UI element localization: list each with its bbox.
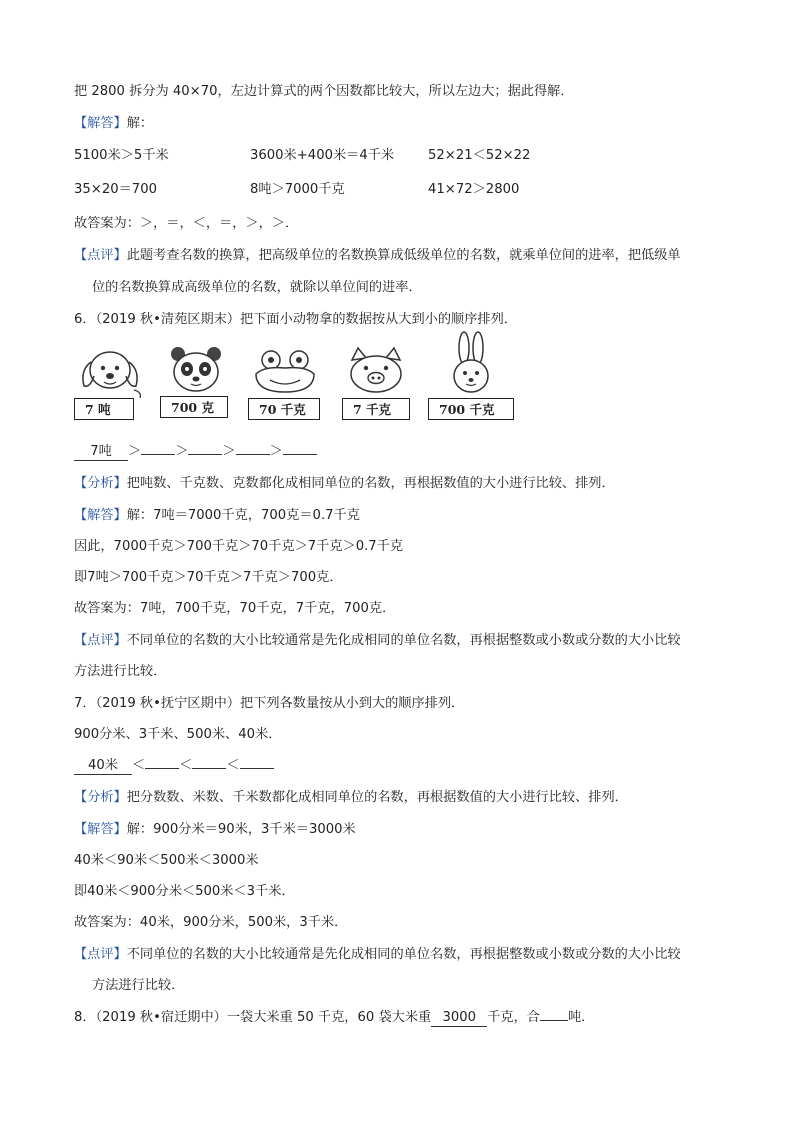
equation: 8吨＞7000千克: [250, 182, 345, 197]
equation: 52×21＜52×22: [428, 148, 531, 163]
equation: 3600米+400米＝4千米: [250, 148, 395, 163]
answer-heading: [74, 114, 728, 134]
comment-text: 不同单位的名数的大小比较通常是先化成相同的单位名数，再根据整数或小数或分数的大小比较: [126, 947, 681, 962]
blank-filled[interactable]: 3000: [431, 1009, 487, 1027]
gt-sign: ＞: [175, 444, 189, 459]
question-7-items: 900分米、3千米、500米、40米．: [74, 727, 282, 742]
animal-label: 70 千克: [248, 398, 320, 420]
blank[interactable]: [141, 454, 175, 455]
analysis-line: [74, 474, 728, 494]
lt-sign: ＜: [132, 758, 146, 773]
lt-sign: ＜: [179, 758, 193, 773]
rabbit-icon: [428, 330, 514, 396]
blank[interactable]: [145, 768, 179, 769]
comment-line: [74, 246, 728, 266]
question-7: 7．（2019 秋•抚宁区期中）把下列各数量按从小到大的顺序排列．: [74, 696, 465, 711]
question-6: 6．（2019 秋•清苑区期末）把下面小动物拿的数据按从大到小的顺序排列．: [74, 312, 517, 327]
frog-card: [246, 340, 324, 430]
answer-text: 解：7吨＝7000千克，700克＝0.7千克: [126, 508, 360, 523]
lt-sign: ＜: [226, 758, 240, 773]
question-7-blanks: [74, 756, 728, 776]
blank-filled[interactable]: 7吨: [74, 443, 128, 461]
blank[interactable]: [540, 1020, 568, 1021]
blank[interactable]: [236, 454, 270, 455]
animal-label: 700 克: [160, 396, 228, 418]
gt-sign: ＞: [128, 444, 142, 459]
frog-icon: [246, 340, 324, 400]
gt-sign: ＞: [222, 444, 236, 459]
question-6-blanks: [74, 442, 728, 462]
answer-text: 解：900分米＝90米，3千米＝3000米: [126, 822, 356, 837]
analysis-tag: 【分析】: [74, 476, 127, 491]
pig-icon: [336, 340, 416, 400]
animal-label: 7 吨: [74, 398, 134, 420]
comment-line-2: 位的名数换算成高级单位的名数，就除以单位间的进率．: [92, 280, 422, 295]
rabbit-card: [428, 330, 514, 430]
animal-label: 7 千克: [342, 398, 410, 420]
answer-heading: [74, 506, 728, 526]
solution-line: 即7吨＞700千克＞70千克＞7千克＞700克．: [74, 570, 343, 585]
blank[interactable]: [188, 454, 222, 455]
analysis-text: 把分数数、米数、千米数都化成相同单位的名数，再根据数值的大小进行比较、排列．: [126, 790, 628, 805]
dog-card: [74, 340, 146, 430]
question-8-text: 千克，合: [487, 1010, 540, 1025]
panda-card: [160, 340, 232, 430]
answer-text: 解：: [126, 116, 154, 131]
comment-tag: 【点评】: [74, 947, 127, 962]
answer-line: 故答案为：＞，＝，＜，＝，＞，＞．: [74, 216, 299, 231]
comment-line-2: 方法进行比较．: [92, 978, 185, 993]
blank[interactable]: [240, 768, 274, 769]
comment-tag: 【点评】: [74, 248, 127, 263]
answer-line: 故答案为：40米，900分米，500米，3千米．: [74, 915, 348, 930]
pig-card: [336, 340, 416, 430]
answer-tag: 【解答】: [74, 116, 127, 131]
blank[interactable]: [283, 454, 317, 455]
animal-cards: [74, 340, 514, 432]
answer-tag: 【解答】: [74, 508, 127, 523]
blank-filled[interactable]: 40米: [74, 757, 132, 775]
comment-line: [74, 945, 728, 965]
solution-line: 即40米＜900分米＜500米＜3千米．: [74, 884, 295, 899]
solution-line: 40米＜90米＜500米＜3000米: [74, 853, 259, 868]
comment-text: 不同单位的名数的大小比较通常是先化成相同的单位名数，再根据整数或小数或分数的大小比较: [126, 633, 681, 648]
equation: 35×20＝700: [74, 182, 157, 197]
comment-tag: 【点评】: [74, 633, 127, 648]
gt-sign: ＞: [269, 444, 283, 459]
comment-text: 此题考查名数的换算，把高级单位的名数换算成低级单位的名数，就乘单位间的进率，把低级单: [126, 248, 681, 263]
comment-line: [74, 631, 728, 651]
animal-label: 700 千克: [428, 398, 514, 420]
equation: 5100米＞5千米: [74, 148, 169, 163]
answer-heading: [74, 820, 728, 840]
analysis-tag: 【分析】: [74, 790, 127, 805]
answer-line: 故答案为：7吨，700千克，70千克，7千克，700克．: [74, 601, 396, 616]
dog-icon: [74, 340, 146, 400]
question-8-text: 吨．: [567, 1010, 595, 1025]
answer-tag: 【解答】: [74, 822, 127, 837]
analysis-line: [74, 788, 728, 808]
equation: 41×72＞2800: [428, 182, 520, 197]
analysis-text: 把吨数、千克数、克数都化成相同单位的名数，再根据数值的大小进行比较、排列．: [126, 476, 615, 491]
question-8-text: 8．（2019 秋•宿迁期中）一袋大米重 50 千克，60 袋大米重: [74, 1010, 432, 1025]
blank[interactable]: [192, 768, 226, 769]
comment-line-2: 方法进行比较．: [74, 664, 167, 679]
solution-line: 把 2800 拆分为 40×70，左边计算式的两个因数都比较大，所以左边大；据此得解．: [74, 84, 574, 99]
panda-icon: [160, 340, 232, 398]
question-8: [74, 1008, 728, 1028]
solution-line: 因此，7000千克＞700千克＞70千克＞7千克＞0.7千克: [74, 539, 404, 554]
